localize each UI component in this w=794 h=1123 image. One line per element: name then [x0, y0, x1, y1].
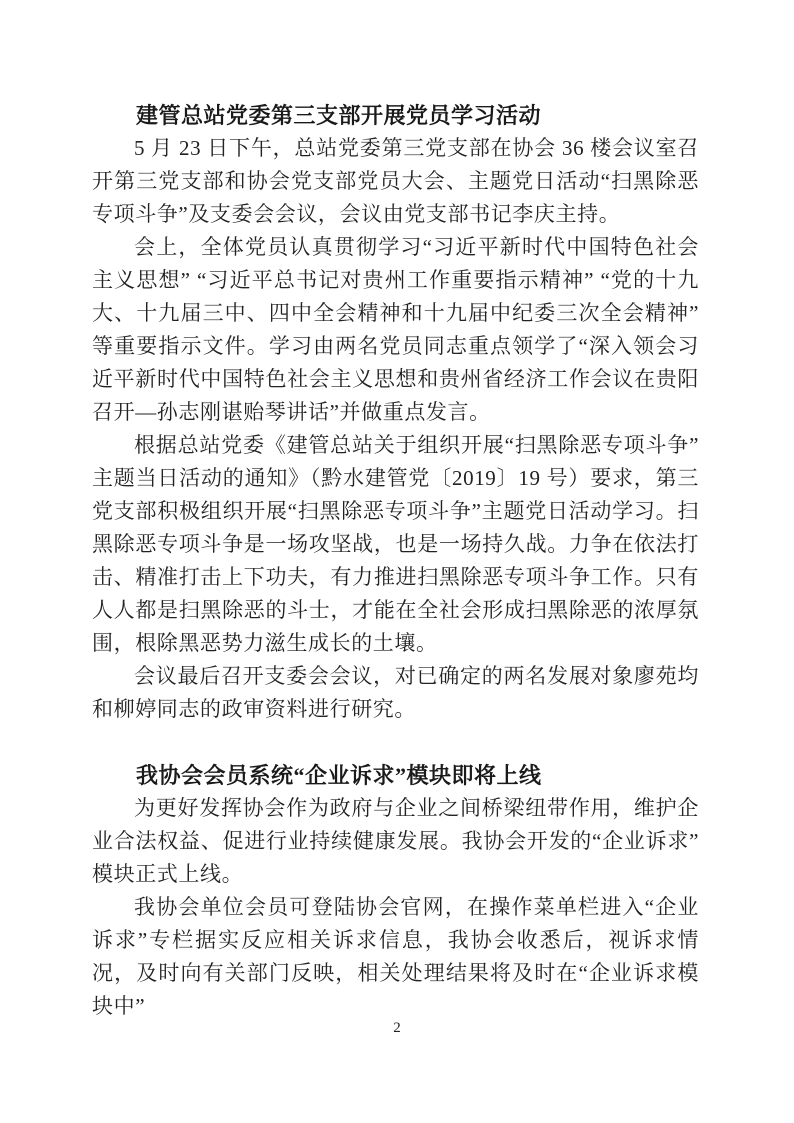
section-1-title: 建管总站党委第三支部开展党员学习活动 [136, 103, 542, 128]
section-1-paragraph-2: 会上，全体党员认真贯彻学习“习近平新时代中国特色社会主义思想” “习近平总书记对贵州工作重要指示精神” “党的十九大、十九届三中、四中全会精神和十九届中纪委三次全会精神”等重要指示文件。学习由两名党员同志重点领学了“深入领会习近平新时代中国特色社会主义思想和贵州省经济工作会议在贵阳召开—孙志刚谌贻琴讲话”并做重点发言。 [92, 235, 699, 424]
page-number: 2 [393, 1020, 401, 1036]
document-content [92, 99, 699, 1023]
section-2-paragraph-1: 为更好发挥协会作为政府与企业之间桥梁纽带作用，维护企业合法权益、促进行业持续健康发展。我协会开发的“企业诉求”模块正式上线。 [92, 796, 699, 886]
section-2-paragraph-2: 我协会单位会员可登陆协会官网，在操作菜单栏进入“企业诉求”专栏据实反应相关诉求信息，我协会收悉后，视诉求情况，及时向有关部门反映，相关处理结果将及时在“企业诉求模块中” [92, 895, 699, 1018]
section-1-paragraph-4: 会议最后召开支委会会议，对已确定的两名发展对象廖苑均和柳婷同志的政审资料进行研究。 [92, 664, 699, 721]
section-1-paragraph-1: 5 月 23 日下午，总站党委第三党支部在协会 36 楼会议室召开第三党支部和协会党支部党员大会、主题党日活动“扫黑除恶专项斗争”及支委会会议，会议由党支部书记李庆主持。 [92, 136, 699, 226]
section-1-paragraph-3: 根据总站党委《建管总站关于组织开展“扫黑除恶专项斗争”主题当日活动的通知》（黔水建管党〔2019〕19 号）要求，第三党支部积极组织开展“扫黑除恶专项斗争”主题党日活动学习。扫黑除恶专项斗争是一场攻坚战，也是一场持久战。力争在依法打击、精准打击上下功夫，有力推进扫黑除恶专项斗争工作。只有人人都是扫黑除恶的斗士，才能在全社会形成扫黑除恶的浓厚氛围，根除黑恶势力滋生成长的土壤。 [92, 433, 699, 655]
section-2-title: 我协会会员系统“企业诉求”模块即将上线 [136, 763, 542, 788]
